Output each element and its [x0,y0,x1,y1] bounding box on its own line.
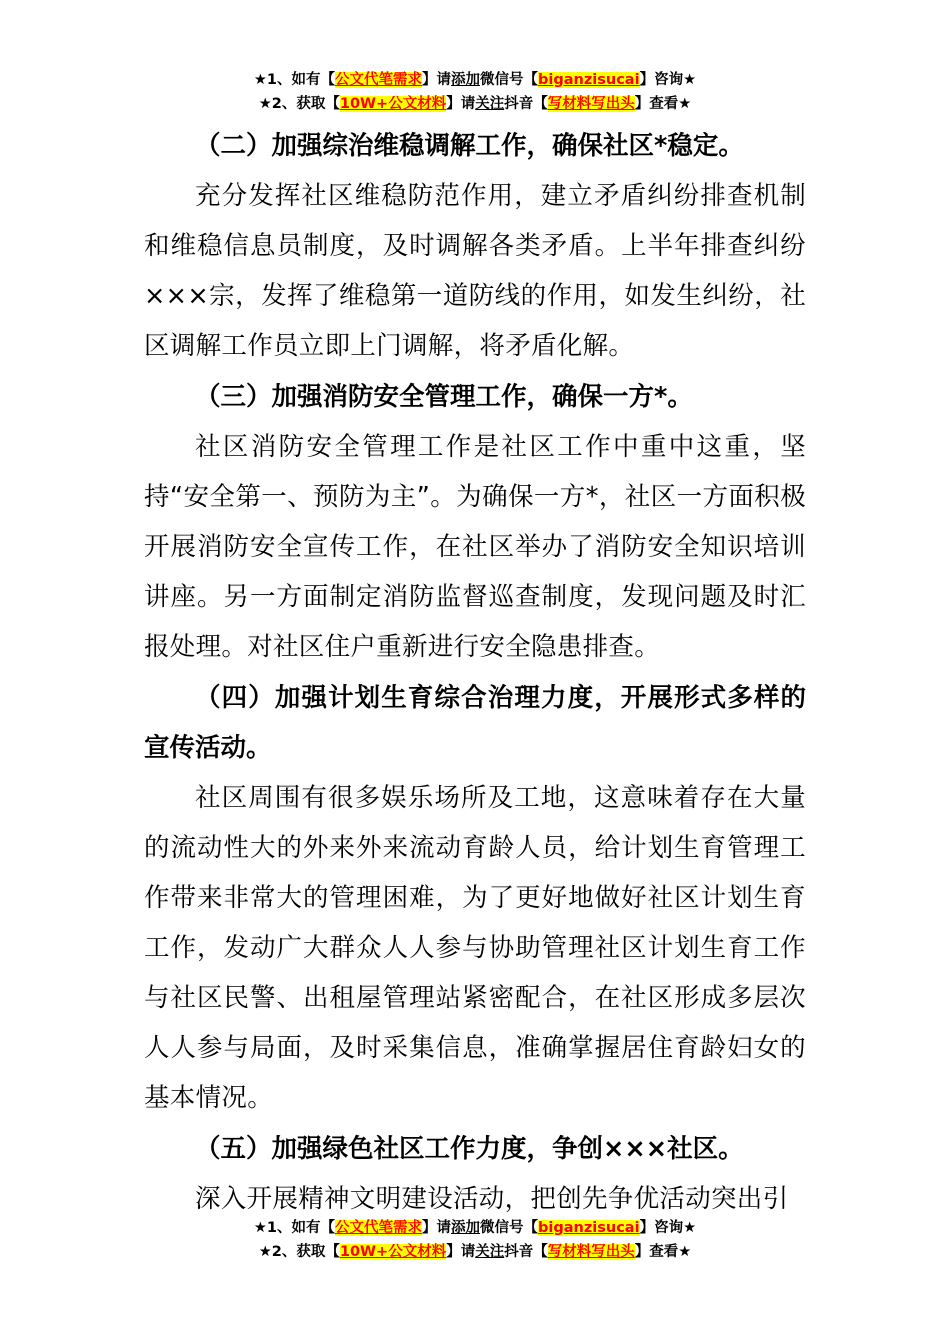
banner-underline: 关注 [475,1244,505,1260]
banner-text: 微信号【 [480,72,539,88]
section-heading: （四）加强计划生育综合治理力度，开展形式多样的宣传活动。 [144,683,806,763]
banner-text: ★2、获取【 [258,1244,340,1260]
banner-line-2 [0,92,950,116]
footer-banner [0,1216,950,1264]
banner-text: 】请 [446,1244,476,1260]
document-body [144,120,806,1224]
section-paragraph: 深入开展精神文明建设活动，把创先争优活动突出引 [195,1184,789,1214]
banner-text: ★2、获取【 [258,96,340,112]
section-paragraph: 充分发挥社区维稳防范作用，建立矛盾纠纷排查机制和维稳信息员制度，及时调解各类矛盾。上半年排查纠纷×××宗，发挥了维稳第一道防线的作用，如发生纠纷，社区调解工作员立即上门调解，将矛盾化解。 [144,181,806,361]
banner-highlight: 写材料写出头 [547,1244,635,1260]
banner-text: 微信号【 [480,1220,539,1236]
banner-text: ★1、如有【 [253,1220,336,1236]
banner-highlight: biganzisucai [538,72,640,88]
banner-text: 】请 [422,1220,452,1236]
banner-highlight: 公文代笔需求 [335,72,423,88]
banner-highlight: 10W+公文材料 [339,96,447,112]
banner-text: 】咨询★ [639,1220,697,1236]
banner-line-1 [0,68,950,92]
banner-text: 】请 [422,72,452,88]
banner-text: 】查看★ [634,96,692,112]
banner-line-1 [0,1216,950,1240]
banner-highlight: biganzisucai [538,1220,640,1236]
section-heading: （三）加强消防安全管理工作，确保一方*。 [195,382,693,412]
banner-text: 】请 [446,96,476,112]
banner-underline: 添加 [451,1220,481,1236]
banner-line-2 [0,1240,950,1264]
banner-highlight: 10W+公文材料 [339,1244,447,1260]
banner-text: 】查看★ [634,1244,692,1260]
banner-text: 】咨询★ [639,72,697,88]
section-paragraph: 社区周围有很多娱乐场所及工地，这意味着存在大量的流动性大的外来外来流动育龄人员，给计划生育管理工作带来非常大的管理困难，为了更好地做好社区计划生育工作，发动广大群众人人参与协助管理社区计划生育工作与社区民警、出租屋管理站紧密配合，在社区形成多层次人人参与局面，及时采集信息，准确掌握居住育龄妇女的基本情况。 [144,783,806,1113]
banner-underline: 添加 [451,72,481,88]
banner-highlight: 写材料写出头 [547,96,635,112]
header-banner [0,68,950,116]
banner-text: ★1、如有【 [253,72,336,88]
section-heading: （二）加强综治维稳调解工作，确保社区*稳定。 [195,131,744,161]
banner-highlight: 公文代笔需求 [335,1220,423,1236]
banner-underline: 关注 [475,96,505,112]
section-paragraph: 社区消防安全管理工作是社区工作中重中这重，坚持“安全第一、预防为主”。为确保一方*，社区一方面积极开展消防安全宣传工作，在社区举办了消防安全知识培训讲座。另一方面制定消防监督巡查制度，发现问题及时汇报处理。对社区住户重新进行安全隐患排查。 [144,432,806,662]
banner-text: 抖音【 [504,1244,548,1260]
section-heading: （五）加强绿色社区工作力度，争创×××社区。 [195,1134,744,1164]
banner-text: 抖音【 [504,96,548,112]
